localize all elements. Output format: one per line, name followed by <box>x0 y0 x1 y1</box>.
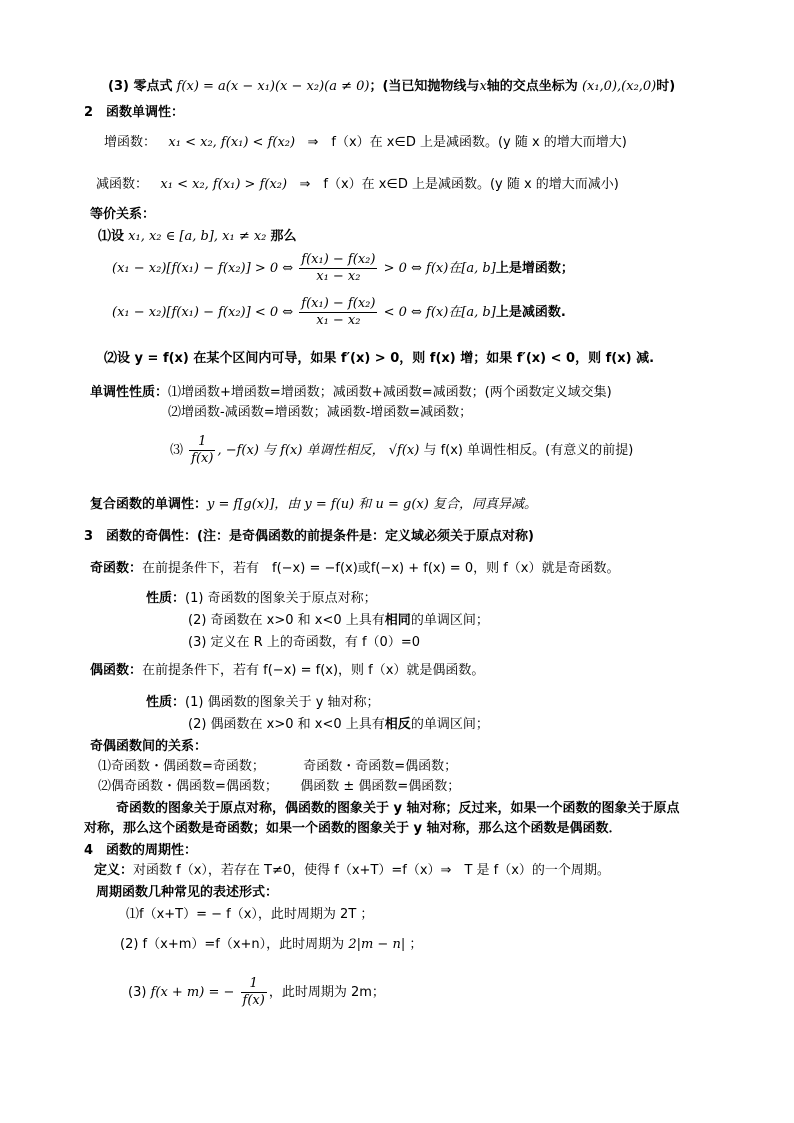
prop3-text-b: 与 f(x) 单调性相反。(有意义的前提) <box>423 443 634 458</box>
eq-dec-conclusion: 上是减函数. <box>495 305 566 320</box>
equivalence-heading: 等价关系： <box>90 207 156 222</box>
odd-even-relation-heading: 奇偶函数间的关系： <box>90 739 208 754</box>
monotonic-property-1-text: ⑴增函数+增函数=增函数；减函数+减函数=减函数；(两个函数定义域交集) <box>168 385 612 400</box>
section-4-heading: 4 函数的周期性： <box>84 843 198 858</box>
eq-inc-numerator: f(x₁) − f(x₂) <box>301 252 376 267</box>
relation-1 <box>98 758 457 776</box>
section-3-heading: 3 函数的奇偶性：(注：是奇偶函数的前提条件是：定义域必须关于原点对称) <box>84 529 534 544</box>
odd-property-2-a: (2) 奇函数在 x>0 和 x<0 上具有 <box>188 613 385 628</box>
prop3-numerator: 1 <box>189 434 215 451</box>
monotonic-property-3 <box>170 434 633 468</box>
period-definition <box>94 862 610 880</box>
prop3-label: ⑶ <box>170 443 184 458</box>
odd-property-label: 性质： <box>146 591 186 606</box>
composite-function-line <box>90 496 537 514</box>
prop3-text-a: , −f(x) 与 f(x) 单调性相反， <box>217 443 385 458</box>
even-label: 偶函数： <box>90 663 143 678</box>
eq-inc-right: > 0 ⇔ f(x)在[a, b] <box>383 261 496 276</box>
increasing-condition: x₁ < x₂, f(x₁) < f(x₂) <box>168 135 296 150</box>
decreasing-function-line <box>96 176 619 194</box>
odd-label: 奇函数： <box>90 561 143 576</box>
periodic-form-3-label: (3) <box>128 985 147 1000</box>
increasing-label: 增函数： <box>104 135 157 150</box>
composite-text: y = f[g(x)]，由 y = f(u) 和 u = g(x) 复合，同真异减。 <box>207 497 537 512</box>
odd-function-line <box>90 560 620 578</box>
relation-2-b: 偶函数 ± 偶函数=偶函数； <box>300 779 461 794</box>
zero-form-note-a: ；(当已知抛物线与 <box>369 79 480 94</box>
periodic-form-2-text: (2) f（x+m）=f（x+n），此时周期为 <box>120 937 345 952</box>
equivalence-increasing-formula <box>112 252 574 286</box>
even-definition: 在前提条件下，若有 f(−x) = f(x)，则 f（x）就是偶函数。 <box>142 663 485 678</box>
zero-form-note-x: x <box>479 79 487 94</box>
even-property-2-opposite: 相反 <box>384 717 411 732</box>
section-2-heading: 2 函数单调性： <box>84 105 185 120</box>
periodic-form-2 <box>120 936 422 954</box>
decreasing-label: 减函数： <box>96 177 149 192</box>
even-function-line <box>90 662 484 680</box>
odd-property-2-same: 相同 <box>384 613 411 628</box>
symmetry-paragraph-line-2: 对称，那么这个函数是奇函数；如果一个函数的图象关于 y 轴对称，那么这个函数是偶函数． <box>84 821 622 836</box>
monotonic-property-2: ⑵增函数-减函数=增函数；减函数-增函数=减函数； <box>168 405 473 420</box>
relation-2-a: ⑵偶奇函数・偶函数=偶函数； <box>98 779 278 794</box>
zero-form-points: (x₁,0),(x₂,0) <box>581 79 657 94</box>
even-property-1-text: (1) 偶函数的图象关于 y 轴对称； <box>185 695 380 710</box>
prop3-denominator: f(x) <box>191 451 214 466</box>
periodic-form-3-denominator: f(x) <box>242 993 265 1008</box>
equivalence-1-then: 那么 <box>270 229 297 244</box>
period-definition-text: 对函数 f（x），若存在 T≠0，使得 f（x+T）=f（x）⇒ T 是 f（x）的一个周期。 <box>133 863 610 878</box>
increasing-function-line <box>104 134 627 152</box>
eq-dec-right: < 0 ⇔ f(x)在[a, b] <box>383 305 496 320</box>
periodic-form-3 <box>128 976 385 1010</box>
zero-form-label: (3) 零点式 <box>108 79 173 94</box>
odd-property-3: (3) 定义在 R 上的奇函数，有 f（0）=0 <box>188 635 420 650</box>
odd-definition: 在前提条件下，若有 f(−x) = −f(x)或f(−x) + f(x) = 0，则 f（x）就是奇函数。 <box>142 561 620 576</box>
eq-dec-denominator: x₁ − x₂ <box>316 313 361 328</box>
periodic-form-3-numerator: 1 <box>241 976 267 993</box>
odd-property-1-text: (1) 奇函数的图象关于原点对称； <box>185 591 377 606</box>
relation-2 <box>98 778 460 796</box>
eq-inc-denominator: x₁ − x₂ <box>316 269 361 284</box>
odd-property-2-c: 的单调区间； <box>410 613 489 628</box>
equivalence-decreasing-formula <box>112 296 566 330</box>
odd-property-1 <box>146 590 377 608</box>
monotonic-property-label: 单调性性质： <box>90 385 169 400</box>
derivative-criterion: ⑵设 y = f(x) 在某个区间内可导，如果 f′(x) > 0，则 f(x) 增；如果 f′(x) < 0，则 f(x) 减. <box>104 351 655 366</box>
eq-inc-fraction <box>299 252 377 285</box>
prop3-fraction <box>189 434 215 467</box>
even-property-2 <box>188 716 489 734</box>
relation-1-b: 奇函数・奇函数=偶函数； <box>303 759 458 774</box>
eq-inc-left: (x₁ − x₂)[f(x₁) − f(x₂)] > 0 ⇔ <box>112 261 294 276</box>
composite-label: 复合函数的单调性： <box>90 497 208 512</box>
even-property-2-c: 的单调区间； <box>410 717 489 732</box>
zero-form-note-b: 轴的交点坐标为 <box>486 79 578 94</box>
even-property-1 <box>146 694 380 712</box>
zero-form-line <box>108 78 675 96</box>
increasing-conclusion: ⇒ f（x）在 x∈D 上是减函数。(y 随 x 的增大而增大) <box>307 135 627 150</box>
eq-dec-left: (x₁ − x₂)[f(x₁) − f(x₂)] < 0 ⇔ <box>112 305 294 320</box>
equivalence-1-label: ⑴设 <box>98 229 125 244</box>
zero-form-note-c: 时) <box>656 79 676 94</box>
decreasing-condition: x₁ < x₂, f(x₁) > f(x₂) <box>160 177 288 192</box>
even-property-2-a: (2) 偶函数在 x>0 和 x<0 上具有 <box>188 717 385 732</box>
decreasing-conclusion: ⇒ f（x）在 x∈D 上是减函数。(y 随 x 的增大而减小) <box>299 177 619 192</box>
odd-property-2 <box>188 612 489 630</box>
periodic-form-1: ⑴f（x+T）= − f（x），此时周期为 2T ； <box>126 907 374 922</box>
periodic-form-3-fraction <box>241 976 267 1009</box>
periodic-forms-heading: 周期函数几种常见的表述形式： <box>96 885 279 900</box>
monotonic-property-1 <box>90 384 612 402</box>
even-property-label: 性质： <box>146 695 186 710</box>
zero-form-formula: f(x) = a(x − x₁)(x − x₂)(a ≠ 0) <box>176 79 370 94</box>
eq-inc-conclusion: 上是增函数； <box>495 261 574 276</box>
equivalence-1-intro <box>98 228 297 246</box>
periodic-form-3-left: f(x + m) = − <box>150 985 235 1000</box>
eq-dec-fraction <box>299 296 377 329</box>
period-definition-label: 定义： <box>94 863 134 878</box>
periodic-form-2-period: 2|m − n| <box>348 937 406 952</box>
prop3-sqrt: √f(x) <box>388 443 420 458</box>
symmetry-paragraph-line-1: 奇函数的图象关于原点对称，偶函数的图象关于 y 轴对称；反过来，如果一个函数的图象关于原点 <box>116 801 680 816</box>
periodic-form-2-end: ； <box>409 937 423 952</box>
periodic-form-3-text: ，此时周期为 2m； <box>268 985 385 1000</box>
relation-1-a: ⑴奇函数・偶函数=奇函数； <box>98 759 265 774</box>
eq-dec-numerator: f(x₁) − f(x₂) <box>301 296 376 311</box>
equivalence-1-condition: x₁, x₂ ∈ [a, b], x₁ ≠ x₂ <box>128 229 267 244</box>
